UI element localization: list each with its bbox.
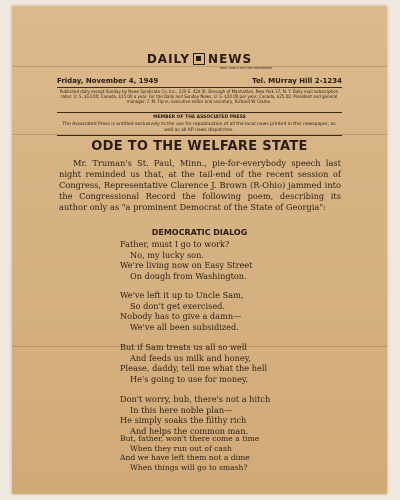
dateline (57, 77, 342, 85)
masthead-daily: DAILY (146, 52, 191, 66)
poem-heading: DEMOCRATIC DIALOG (151, 228, 248, 237)
poem-stanza (120, 239, 253, 281)
poem-line: We're living now on Easy Street (120, 260, 253, 270)
poem-line: Don't worry, bub, there's not a hitch (120, 394, 271, 404)
poem-line: He's going to use for money. (130, 373, 249, 384)
poem-line: Father, must I go to work? (120, 239, 230, 249)
poem-line: So don't get exercised. (130, 300, 226, 311)
poem-line: Nobody has to give a damn— (120, 311, 242, 321)
masthead (12, 52, 387, 70)
news-logo-icon (193, 53, 205, 65)
poem-stanza (120, 342, 267, 384)
poem-line: He simply soaks the filthy rich (120, 415, 247, 425)
publisher-info: Published daily except Sunday by News Syndicate Co. Inc., 220 E. 42d St. Borough of Manhattan, New York 17, N. Y. Daily mail subscription rates: U. S. $13.00; Canada, $15.00 a year. For the Daily and Sunday News, U. S. $20.00 per year; Canada, $25.00. President and general manager, F. M. Flynn; executive editor and secretary, Richard W. Clarke. (59, 89, 339, 104)
poem-line: No, my lucky son. (130, 249, 204, 260)
ap-notice: The Associated Press is entitled exclusively to the use for republication of all the local news printed in this newspaper, as well as all AP news dispatches. (62, 122, 336, 133)
poem-stanza (120, 434, 259, 472)
poem-line: We've all been subsidized. (130, 321, 239, 332)
divider (57, 87, 342, 88)
editorial-title: ODE TO THE WELFARE STATE (91, 139, 308, 154)
poem-line: We've left it up to Uncle Sam, (120, 290, 244, 300)
divider (57, 135, 342, 136)
poem-line: Please, daddy, tell me what the hell (120, 363, 268, 373)
poem-line: But, father, won't there come a time (120, 434, 260, 443)
poem-line: And helps the common man. (130, 425, 249, 436)
poem-line: When things will go to smash? (130, 462, 248, 472)
poem-stanza (120, 290, 243, 332)
intro-paragraph: Mr. Truman's St. Paul, Minn., pie-for-everybody speech last night reminded us that, at the tail-end of the recent session of Congress, Representative Clarence J. Brown (R-Ohio) jammed into the Congressional Record the following poem, describing its author only as "a prominent Democrat of the State of Georgia": (59, 158, 341, 212)
masthead-news: NEWS (208, 52, 253, 66)
poem-line: And we have left them not a dime (120, 453, 250, 463)
phone-number: Tel. MUrray Hill 2-1234 (252, 77, 342, 85)
divider (57, 112, 342, 113)
poem-line: When they run out of cash (130, 443, 232, 453)
ap-heading: MEMBER OF THE ASSOCIATED PRESS (153, 115, 246, 120)
newspaper-clipping (12, 6, 387, 494)
editorial-intro (59, 158, 341, 213)
poem-stanza (120, 394, 270, 436)
issue-date: Friday, November 4, 1949 (57, 77, 159, 85)
masthead-tagline: NEW YORK'S PICTURE NEWSPAPER (220, 66, 273, 70)
poem-line: In this here noble plan— (130, 404, 233, 415)
poem-line: And feeds us milk and honey, (130, 352, 251, 363)
poem-line: On dough from Washington. (130, 270, 247, 281)
fold-crease (12, 66, 387, 67)
poem-line: But if Sam treats us all so well (120, 342, 247, 352)
